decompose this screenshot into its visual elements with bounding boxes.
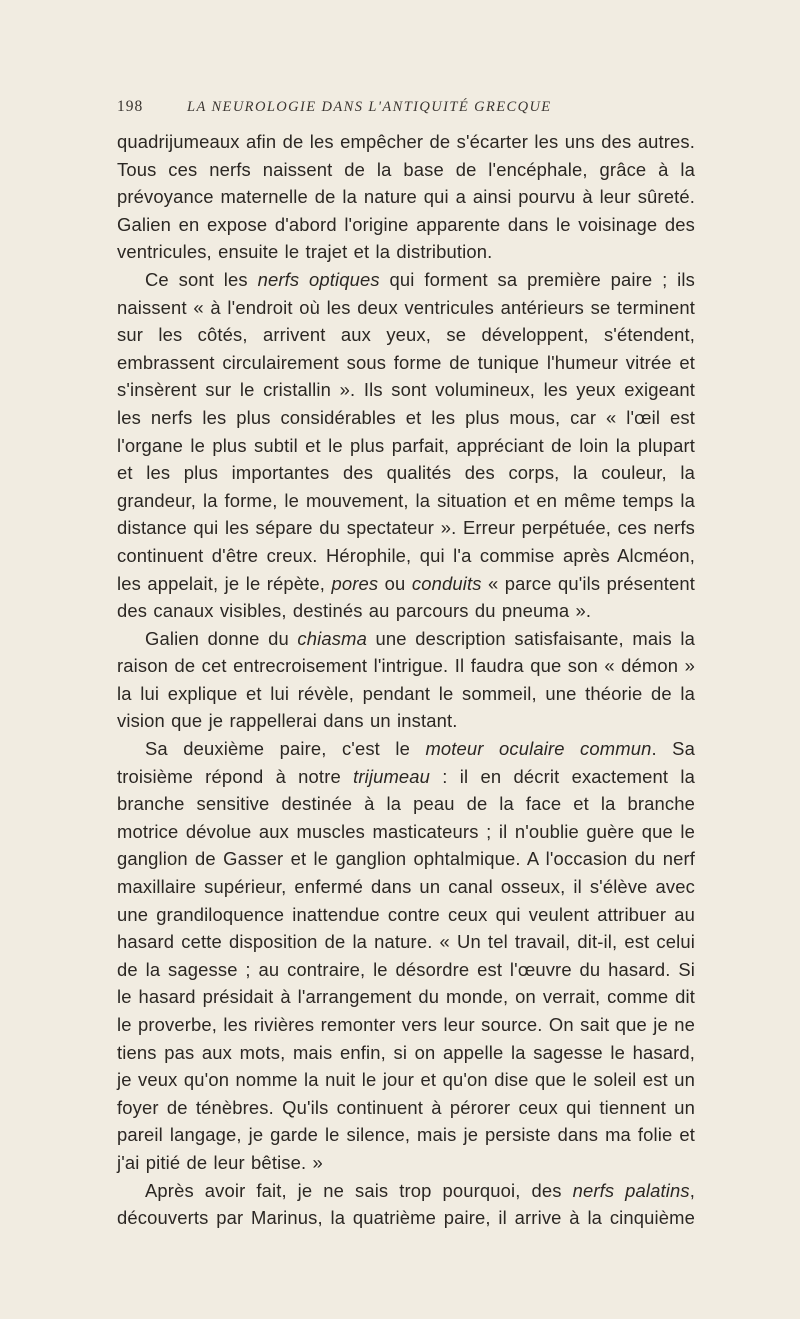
paragraph-4 [117,735,695,1177]
italic-term: trijumeau [353,765,431,787]
italic-term: moteur oculaire commun [425,738,652,760]
page-number: 198 [117,98,144,115]
text-run: : il en décrit exactement la branche sensitive destinée à la peau de la face et la branche motrice dévolue aux muscles masticateurs ; il n'oublie guère que le ganglion de Gasser et le ganglion ophtalmique. A l'occasion du nerf maxillaire supérieur, enfermé dans un canal osseux, il s'élève avec une grandiloquence inattendue contre ceux qui veulent attribuer au hasard cette disposition de la nature. « Un tel travail, dit-il, est celui de la sagesse ; au contraire, le désordre est l'œuvre du hasard. Si le hasard présidait à l'arrangement du monde, on verrait, comme dit le proverbe, les rivières remonter vers leur source. On sait que je ne tiens pas aux mots, mais enfin, si on appelle la sagesse le hasard, je veux qu'on nomme la nuit le jour et qu'on dise que le soleil est un foyer de ténèbres. Qu'ils continuent à pérorer ceux qui tiennent un pareil langage, je garde le silence, mais je persiste dans ma folie et j'ai pitié de leur bêtise. » [117,765,695,1173]
text-run: . Sa troisième répond à notre [117,738,695,787]
text-run: une description satisfaisante, mais la raison de cet entrecroisement l'intrigue. Il faudra que son « démon » la lui explique et lui révèle, pendant le sommeil, une théorie de la vision que je rappellerai dans un instant. [117,627,695,732]
paragraph-1 [117,128,695,266]
text-run: « parce qu'ils présentent des canaux visibles, destinés au parcours du pneuma ». [117,572,696,622]
text-run: Après avoir fait, je ne sais trop pourquoi, des [145,1179,573,1201]
text-run: Galien donne du [145,627,298,649]
italic-term: pores [331,572,379,594]
italic-term: nerfs palatins [572,1179,690,1201]
running-title: LA NEUROLOGIE DANS L'ANTIQUITÉ GRECQUE [187,99,552,115]
body-text [117,128,695,1232]
italic-term: conduits [411,572,482,594]
italic-term: nerfs optiques [257,268,380,290]
text-run: Sa deuxième paire, c'est le [145,738,426,760]
paragraph-2 [117,266,695,625]
text-run: quadrijumeaux afin de les empêcher de s'écarter les uns des autres. Tous ces nerfs naissent de la base de l'encéphale, grâce à la prévoyance maternelle de la nature qui a ainsi pourvu à leur sûreté. Galien en expose d'abord l'origine apparente dans le voisinage des ventricules, ensuite le trajet et la distribution. [117,131,695,263]
paragraph-5 [117,1177,695,1232]
text-run: Ce sont les [145,268,258,290]
page-header [117,98,695,128]
text-run: qui forment sa première paire ; ils naissent « à l'endroit où les deux ventricules antérieurs se terminent sur les côtés, arrivent aux yeux, se développent, s'étendent, embrassent circulairement sous forme de tunique l'humeur vitrée et s'insèrent sur le cristallin ». Ils sont volumineux, les yeux exigeant les nerfs les plus considérables et les plus mous, car « l'œil est l'organe le plus subtil et le plus parfait, appréciant de loin la plupart et les plus importantes des qualités des corps, la couleur, la grandeur, la forme, le mouvement, la situation et en même temps la distance qui les sépare du spectateur ». Erreur perpétuée, ces nerfs continuent d'être creux. Hérophile, qui l'a commise après Alcméon, les appelait, je le répète, [117,268,695,594]
book-page [117,98,695,1232]
text-run: , découverts par Marinus, la quatrième paire, il arrive à la cinquième [117,1179,696,1229]
italic-term: chiasma [297,627,367,649]
paragraph-3 [117,625,695,735]
text-run: ou [378,572,412,594]
